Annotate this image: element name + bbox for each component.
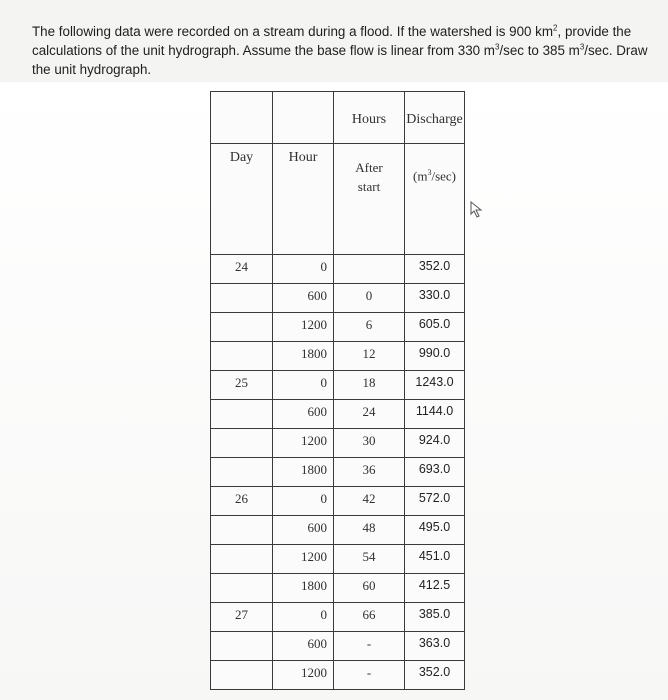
discharge-cell: 412.5: [405, 574, 465, 603]
table-row: [211, 313, 465, 342]
hours-after-start-cell: -: [334, 632, 405, 661]
day-cell: 26: [211, 487, 273, 516]
discharge-cell: 605.0: [405, 313, 465, 342]
header-blank-day: [211, 92, 273, 144]
discharge-cell: 363.0: [405, 632, 465, 661]
day-cell: [211, 458, 273, 487]
hours-after-start-cell: 6: [334, 313, 405, 342]
hour-cell: 600: [273, 632, 334, 661]
hour-cell: 0: [273, 371, 334, 400]
hour-cell: 1200: [273, 429, 334, 458]
hours-after-start-cell: [334, 255, 405, 284]
day-cell: [211, 400, 273, 429]
hour-cell: 600: [273, 284, 334, 313]
discharge-cell: 1144.0: [405, 400, 465, 429]
day-cell: 25: [211, 371, 273, 400]
hour-cell: 0: [273, 487, 334, 516]
discharge-cell: 924.0: [405, 429, 465, 458]
table-row: [211, 429, 465, 458]
table-row: [211, 284, 465, 313]
hours-after-start-cell: 66: [334, 603, 405, 632]
table-row: [211, 400, 465, 429]
day-cell: 27: [211, 603, 273, 632]
header-blank-hour: [273, 92, 334, 144]
flood-data-table: [210, 91, 465, 690]
day-cell: [211, 574, 273, 603]
table-row: [211, 458, 465, 487]
hours-after-start-cell: 24: [334, 400, 405, 429]
day-cell: 24: [211, 255, 273, 284]
day-cell: [211, 516, 273, 545]
header-unit: $(m^3/\sec)$: [405, 144, 465, 255]
day-cell: [211, 545, 273, 574]
hour-cell: 1200: [273, 313, 334, 342]
header-hours: Hours: [334, 92, 405, 144]
table-row: [211, 661, 465, 690]
hours-after-start-cell: 36: [334, 458, 405, 487]
hour-cell: 1800: [273, 458, 334, 487]
hour-cell: 600: [273, 400, 334, 429]
discharge-cell: 693.0: [405, 458, 465, 487]
header-day: Day: [211, 144, 273, 255]
header-hour: Hour: [273, 144, 334, 255]
discharge-cell: 451.0: [405, 545, 465, 574]
hour-cell: 0: [273, 603, 334, 632]
hours-after-start-cell: 18: [334, 371, 405, 400]
day-cell: [211, 632, 273, 661]
hour-cell: 0: [273, 255, 334, 284]
table-row: [211, 342, 465, 371]
discharge-cell: 495.0: [405, 516, 465, 545]
hours-after-start-cell: 0: [334, 284, 405, 313]
hours-after-start-cell: 42: [334, 487, 405, 516]
discharge-cell: 572.0: [405, 487, 465, 516]
discharge-cell: 385.0: [405, 603, 465, 632]
table-row: [211, 371, 465, 400]
hour-cell: 1800: [273, 342, 334, 371]
table-row: [211, 545, 465, 574]
table-row: [211, 603, 465, 632]
hour-cell: 600: [273, 516, 334, 545]
table-row: [211, 487, 465, 516]
discharge-cell: 352.0: [405, 661, 465, 690]
table-row: [211, 516, 465, 545]
hours-after-start-cell: 60: [334, 574, 405, 603]
day-cell: [211, 342, 273, 371]
header-after-start: After start: [334, 144, 405, 255]
header-discharge: Discharge: [405, 92, 465, 144]
day-cell: [211, 429, 273, 458]
mouse-pointer-icon: [469, 200, 485, 218]
discharge-cell: 330.0: [405, 284, 465, 313]
hour-cell: 1200: [273, 545, 334, 574]
table-row: [211, 632, 465, 661]
hours-after-start-cell: -: [334, 661, 405, 690]
hour-cell: 1800: [273, 574, 334, 603]
table-row: [211, 574, 465, 603]
hours-after-start-cell: 30: [334, 429, 405, 458]
hour-cell: 1200: [273, 661, 334, 690]
problem-statement: The following data were recorded on a stream during a flood. If the watershed is 900 $km^2$, provide the calculations of the unit hydrograph. Assume the base flow is linear from 330 $m^3/\sec$ to 385 $m^3/\sec$. Draw the unit hydrograph.: [32, 23, 648, 77]
day-cell: [211, 284, 273, 313]
hours-after-start-cell: 12: [334, 342, 405, 371]
day-cell: [211, 313, 273, 342]
hours-after-start-cell: 54: [334, 545, 405, 574]
discharge-cell: 1243.0: [405, 371, 465, 400]
table-row: [211, 255, 465, 284]
discharge-cell: 990.0: [405, 342, 465, 371]
day-cell: [211, 661, 273, 690]
discharge-cell: 352.0: [405, 255, 465, 284]
hours-after-start-cell: 48: [334, 516, 405, 545]
